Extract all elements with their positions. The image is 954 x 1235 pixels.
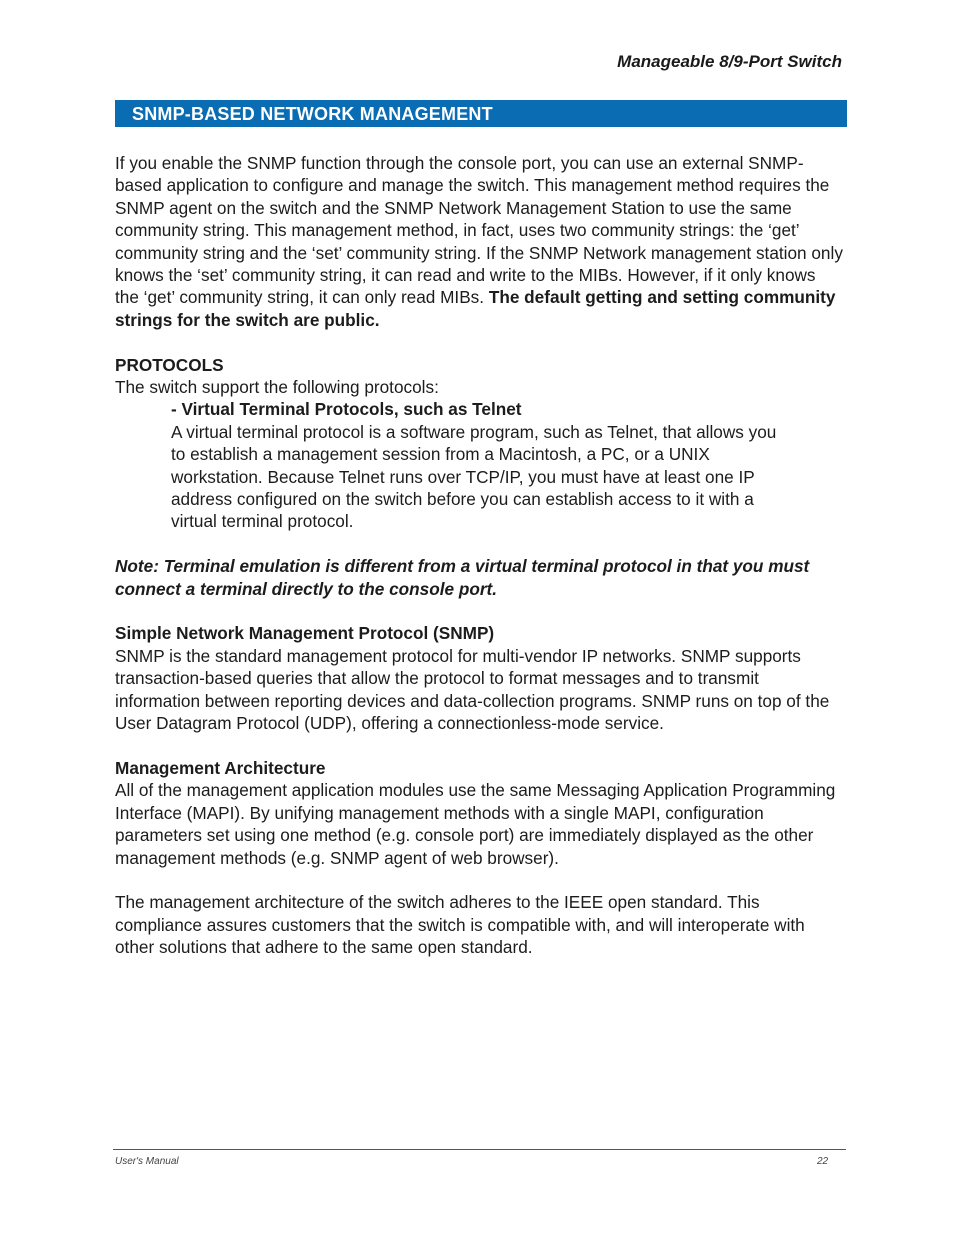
footer-manual-label: User's Manual	[115, 1156, 179, 1167]
snmp-heading: Simple Network Management Protocol (SNMP)	[115, 623, 495, 644]
architecture-paragraph-2: The management architecture of the switch adheres to the IEEE open standard. This compliance assures customers that the switch is compatible with, and will interoperate with other solutions that adhere to the same open standard.	[115, 892, 805, 958]
footer-page-number: 22	[817, 1156, 829, 1167]
snmp-paragraph: SNMP is the standard management protocol for multi-vendor IP networks. SNMP supports transaction-based queries that allow the protocol to format messages and to transmit information between reporting devices and data-collection programs. SNMP runs on top of the User Datagram Protocol (UDP), offering a connectionless-mode service.	[115, 645, 830, 734]
page-body	[115, 152, 843, 959]
architecture-heading: Management Architecture	[115, 757, 326, 778]
protocol-item-text: A virtual terminal protocol is a software program, such as Telnet, that allows you to establish a management session from a Macintosh, a PC, or a UNIX workstation. Because Telnet runs over TCP/IP, you must have at least one IP address configured on the switch before you can establish access to it with a virtual terminal protocol.	[171, 421, 777, 532]
architecture-paragraph-1: All of the management application modules use the same Messaging Application Programming Interface (MAPI). By unifying management methods with a single MAPI, configuration parameters set using one method (e.g. console port) are immediately displayed as the other management methods (e.g. SNMP agent of web browser).	[115, 780, 836, 868]
page-header-title: Manageable 8/9-Port Switch	[617, 52, 842, 71]
intro-bold-text: The default getting and setting community strings for the switch are public.	[115, 287, 836, 330]
protocols-lead: The switch support the following protocols:	[115, 377, 439, 398]
protocol-item-heading: - Virtual Terminal Protocols, such as Telnet	[171, 399, 522, 420]
protocols-heading: PROTOCOLS	[115, 354, 224, 375]
section-title: SNMP-BASED NETWORK MANAGEMENT	[132, 104, 493, 124]
intro-paragraph	[115, 152, 843, 331]
note-paragraph: Note: Terminal emulation is different from a virtual terminal protocol in that you must connect a terminal directly to the console port.	[115, 556, 810, 599]
section-title-bar	[115, 100, 847, 127]
intro-text: If you enable the SNMP function through the console port, you can use an external SNMP-based application to configure and manage the switch. This management method requires the SNMP agent on the switch and the SNMP Network Management Station to use the same community string. This management method, in fact, uses two community strings: the ‘get’ community string and the ‘set’ community string. If the SNMP Network management station only knows the ‘set’ community string, it can read and write to the MIBs. However, if it only knows the ‘get’ community string, it can only read MIBs.	[115, 153, 843, 308]
footer-divider	[113, 1149, 846, 1150]
